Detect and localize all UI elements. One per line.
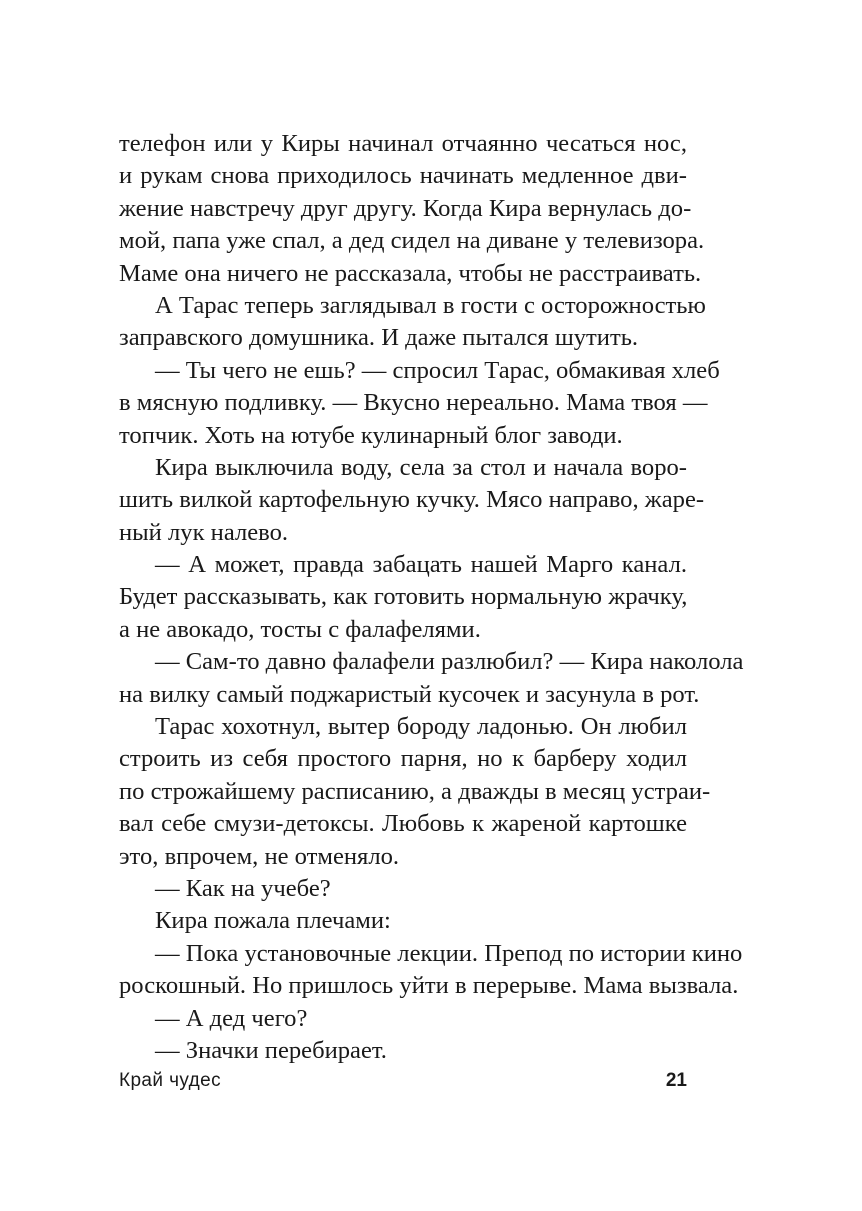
text-line: Кира выключила воду, села за стол и начала воро- [155, 453, 687, 481]
text-line: строить из себя простого парня, но к барберу ходил [119, 745, 687, 773]
text-line: Тарас хохотнул, вытер бороду ладонью. Он любил [155, 713, 687, 741]
text-line: роскошный. Но пришлось уйти в перерыве. Мама вызвала. [119, 972, 739, 1000]
running-title: Край чудес [119, 1070, 222, 1091]
text-line: — Сам-то давно фалафели разлюбил? — Кира наколола [155, 648, 744, 676]
text-line: — А дед чего? [155, 1004, 308, 1032]
text-line: — Значки перебирает. [155, 1036, 387, 1064]
text-line: — А может, правда забацать нашей Марго канал. [155, 551, 687, 579]
text-line: — Ты чего не ешь? — спросил Тарас, обмакивая хлеб [155, 356, 720, 384]
text-line: ный лук налево. [119, 518, 289, 546]
text-line: мой, папа уже спал, а дед сидел на диване у телевизора. [119, 227, 705, 255]
text-line: — Пока установочные лекции. Препод по истории кино [155, 939, 743, 967]
text-line: — Как на учебе? [155, 874, 331, 902]
text-line: телефон или у Киры начинал отчаянно чесаться нос, [119, 130, 687, 157]
text-line: это, впрочем, не отменяло. [119, 842, 400, 870]
text-line: Будет рассказывать, как готовить нормальную жрачку, [119, 583, 688, 611]
text-line: жение навстречу друг другу. Когда Кира вернулась до- [119, 194, 692, 222]
text-line: и рукам снова приходилось начинать медленное дви- [119, 162, 687, 190]
text-line: вал себе смузи-детоксы. Любовь к жареной картошке [119, 810, 687, 838]
text-line: по строжайшему расписанию, а дважды в месяц устраи- [119, 777, 711, 805]
text-line: А Тарас теперь заглядывал в гости с осторожностью [155, 291, 706, 319]
text-line: на вилку самый поджаристый кусочек и засунула в рот. [119, 680, 700, 708]
text-line: топчик. Хоть на ютубе кулинарный блог заводи. [119, 421, 623, 449]
body-text [119, 128, 744, 1067]
text-line: заправского домушника. И даже пытался шутить. [119, 324, 639, 352]
text-line: шить вилкой картофельную кучку. Мясо направо, жаре- [119, 486, 705, 514]
text-line: а не авокадо, тосты с фалафелями. [119, 615, 481, 643]
page-number: 21 [665, 1070, 687, 1091]
text-line: Кира пожала плечами: [155, 907, 391, 935]
page-footer [119, 1070, 687, 1100]
text-line: Маме она ничего не рассказала, чтобы не расстраивать. [119, 259, 702, 287]
text-line: в мясную подливку. — Вкусно нереально. Мама твоя — [119, 389, 708, 417]
